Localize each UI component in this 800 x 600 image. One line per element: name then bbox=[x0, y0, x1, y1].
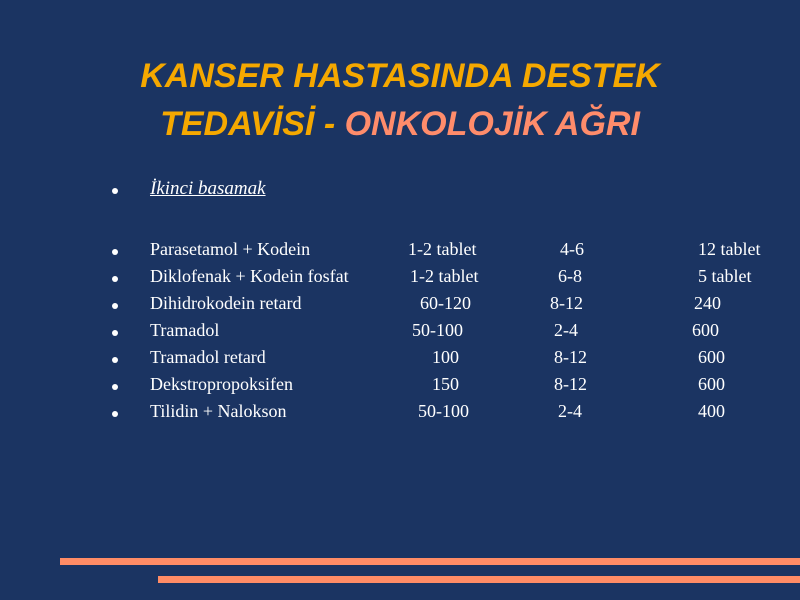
cell-interval: 4-6 bbox=[560, 239, 584, 259]
cell-drug: Tilidin + Nalokson bbox=[150, 401, 287, 421]
cell-max: 12 tablet bbox=[698, 239, 761, 259]
title-line-1: KANSER HASTASINDA DESTEK bbox=[140, 57, 660, 95]
title-line-2-accent: ONKOLOJİK AĞRI bbox=[344, 105, 640, 143]
title-line-2 bbox=[0, 100, 800, 148]
bullet-dot-icon bbox=[112, 188, 118, 194]
cell-dose: 100 bbox=[432, 347, 459, 367]
cell-dose: 60-120 bbox=[420, 293, 471, 313]
cell-dose: 50-100 bbox=[412, 320, 463, 340]
cell-drug: Diklofenak + Kodein fosfat bbox=[150, 266, 349, 286]
cell-drug: Parasetamol + Kodein bbox=[150, 239, 311, 259]
cell-max: 600 bbox=[698, 347, 725, 367]
cell-interval: 8-12 bbox=[550, 293, 583, 313]
bullet-dot-icon bbox=[112, 303, 118, 309]
cell-interval: 6-8 bbox=[558, 266, 582, 286]
decorative-line-bottom bbox=[158, 576, 800, 583]
bullet-dot-icon bbox=[112, 330, 118, 336]
cell-max: 240 bbox=[694, 293, 721, 313]
cell-interval: 8-12 bbox=[554, 374, 587, 394]
cell-interval: 2-4 bbox=[554, 320, 578, 340]
cell-dose: 50-100 bbox=[418, 401, 469, 421]
cell-drug: Tramadol bbox=[150, 320, 220, 340]
cell-drug: Dekstropropoksifen bbox=[150, 374, 293, 394]
cell-dose: 150 bbox=[432, 374, 459, 394]
decorative-line-top bbox=[60, 558, 800, 565]
heading-text: İkinci basamak bbox=[150, 178, 266, 199]
bullet-dot-icon bbox=[112, 411, 118, 417]
slide-title bbox=[0, 52, 800, 148]
cell-dose: 1-2 tablet bbox=[410, 266, 479, 286]
bullet-dot-icon bbox=[112, 276, 118, 282]
bullet-dot-icon bbox=[112, 384, 118, 390]
cell-max: 600 bbox=[698, 374, 725, 394]
cell-max: 5 tablet bbox=[698, 266, 752, 286]
cell-interval: 8-12 bbox=[554, 347, 587, 367]
cell-max: 600 bbox=[692, 320, 719, 340]
cell-drug: Dihidrokodein retard bbox=[150, 293, 302, 313]
title-line-2-prefix: TEDAVİSİ - bbox=[160, 105, 345, 143]
cell-interval: 2-4 bbox=[558, 401, 582, 421]
cell-drug: Tramadol retard bbox=[150, 347, 266, 367]
cell-max: 400 bbox=[698, 401, 725, 421]
bullet-dot-icon bbox=[112, 249, 118, 255]
bullet-dot-icon bbox=[112, 357, 118, 363]
cell-dose: 1-2 tablet bbox=[408, 239, 477, 259]
